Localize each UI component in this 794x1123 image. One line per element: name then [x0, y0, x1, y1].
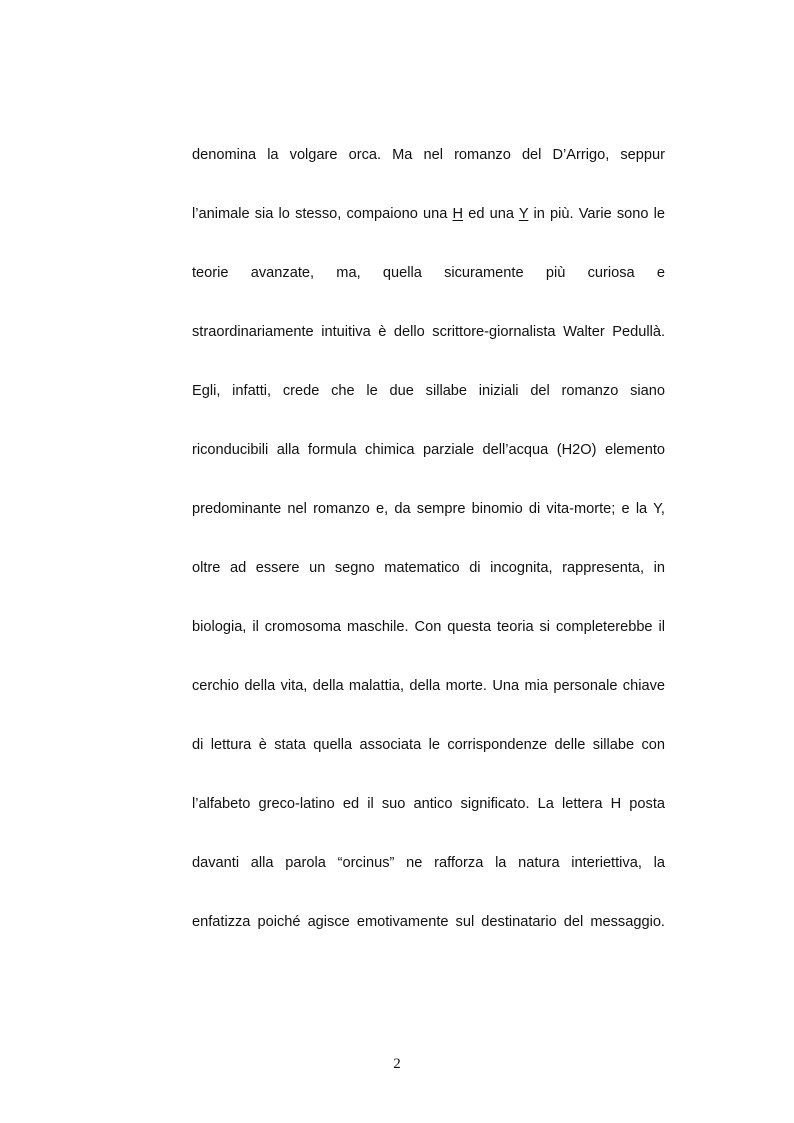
text-segment: in più. Varie sono le: [528, 206, 665, 222]
text-line: oltre ad essere un segno matematico di incognita, rappresenta, in: [192, 560, 665, 576]
text-line: biologia, il cromosoma maschile. Con questa teoria si completerebbe il: [192, 619, 665, 635]
text-line: Egli, infatti, crede che le due sillabe iniziali del romanzo siano: [192, 383, 665, 399]
text-line: l’alfabeto greco-latino ed il suo antico significato. La lettera H posta: [192, 796, 665, 812]
text-line: enfatizza poiché agisce emotivamente sul destinatario del messaggio.: [192, 914, 665, 930]
text-line: predominante nel romanzo e, da sempre binomio di vita-morte; e la Y,: [192, 501, 665, 517]
text-line: davanti alla parola “orcinus” ne rafforza la natura interiettiva, la: [192, 855, 665, 871]
underlined-letter-h: H: [452, 206, 464, 222]
text-segment: l’animale sia lo stesso, compaiono una: [192, 206, 453, 222]
text-line: teorie avanzate, ma, quella sicuramente più curiosa e: [192, 265, 665, 281]
text-line: denomina la volgare orca. Ma nel romanzo del D’Arrigo, seppur: [192, 147, 665, 163]
text-line: riconducibili alla formula chimica parziale dell’acqua (H2O) elemento: [192, 442, 665, 458]
underlined-letter-y: Y: [518, 206, 529, 222]
text-line: straordinariamente intuitiva è dello scrittore-giornalista Walter Pedullà.: [192, 324, 665, 340]
text-line: di lettura è stata quella associata le corrispondenze delle sillabe con: [192, 737, 665, 753]
text-line: [192, 202, 665, 261]
page-number: 2: [393, 1056, 401, 1072]
text-line: cerchio della vita, della malattia, della morte. Una mia personale chiave: [192, 678, 665, 694]
body-text: [192, 143, 665, 969]
text-segment: ed una: [463, 206, 519, 222]
